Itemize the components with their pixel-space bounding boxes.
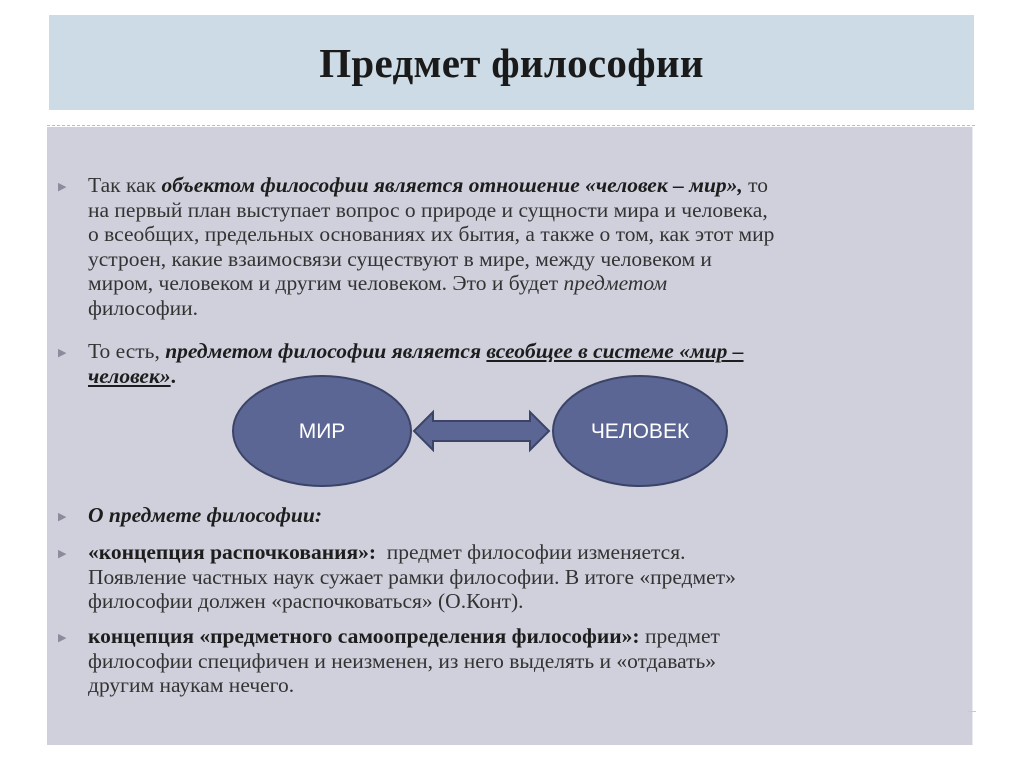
bullet-icon: ▶: [58, 631, 67, 644]
bullet-icon: ▶: [58, 180, 67, 193]
human-label: ЧЕЛОВЕК: [590, 420, 690, 443]
panel-top-divider: [47, 125, 975, 126]
slide-title: Предмет философии: [319, 39, 704, 86]
italic-run: предметом: [563, 271, 668, 295]
text-run: миром, человеком и другим человеком. Это и будет: [88, 271, 564, 295]
text-run: .: [170, 363, 176, 388]
title-bar: [49, 15, 974, 110]
text-line: О предмете философии:: [88, 503, 322, 527]
underlined-bold-italic-run: всеобщее в системе «мир –: [486, 339, 744, 363]
text-line: философии специфичен и неизменен, из него выделять и «отдавать»: [88, 648, 717, 673]
text-line: [88, 271, 774, 296]
text-line: [88, 173, 774, 198]
text-line: о всеобщих, предельных основаниях их бытия, а также о том, как этот мир: [88, 222, 775, 246]
text-line: философии.: [88, 295, 199, 320]
text-line: другим наукам нечего.: [88, 673, 295, 697]
bold-run: «концепция распочкования»:: [88, 540, 377, 564]
text-run: То есть,: [88, 339, 166, 363]
text-line: [88, 624, 720, 649]
double-arrow-icon: [414, 412, 549, 450]
bullet-icon: ▶: [58, 510, 67, 523]
world-label: МИР: [298, 420, 346, 443]
paragraph-object-of-philosophy: [88, 173, 774, 320]
text-run: то: [742, 173, 769, 197]
text-run: предмет: [639, 624, 720, 648]
text-line: [88, 339, 744, 364]
text-run: предмет философии изменяется.: [376, 540, 686, 564]
text-line: философии должен «распочковаться» (О.Конт).: [88, 589, 524, 613]
paragraph-about-subject: [88, 503, 322, 528]
paragraph-budding-concept: [88, 540, 736, 614]
bullet-icon: ▶: [58, 547, 67, 560]
text-line: Появление частных наук сужает рамки философии. В итоге «предмет»: [88, 564, 736, 589]
text-line: [88, 540, 736, 565]
panel-side-divider: [972, 127, 973, 745]
underlined-bold-italic-run: человек»: [88, 363, 171, 388]
paragraph-self-determination-concept: [88, 624, 720, 698]
text-line: на первый план выступает вопрос о природе и сущности мира и человека,: [88, 197, 768, 222]
text-line: устроен, какие взаимосвязи существуют в мире, между человеком и: [88, 246, 712, 271]
edge-mark: [968, 711, 976, 712]
bold-italic-run: объектом философии является отношение «человек – мир»,: [161, 173, 743, 197]
text-run: Так как: [88, 173, 162, 197]
bullet-icon: ▶: [58, 346, 67, 359]
bold-italic-run: предметом философии является: [165, 339, 482, 363]
bold-run: концепция «предметного самоопределения философии»:: [88, 624, 640, 648]
